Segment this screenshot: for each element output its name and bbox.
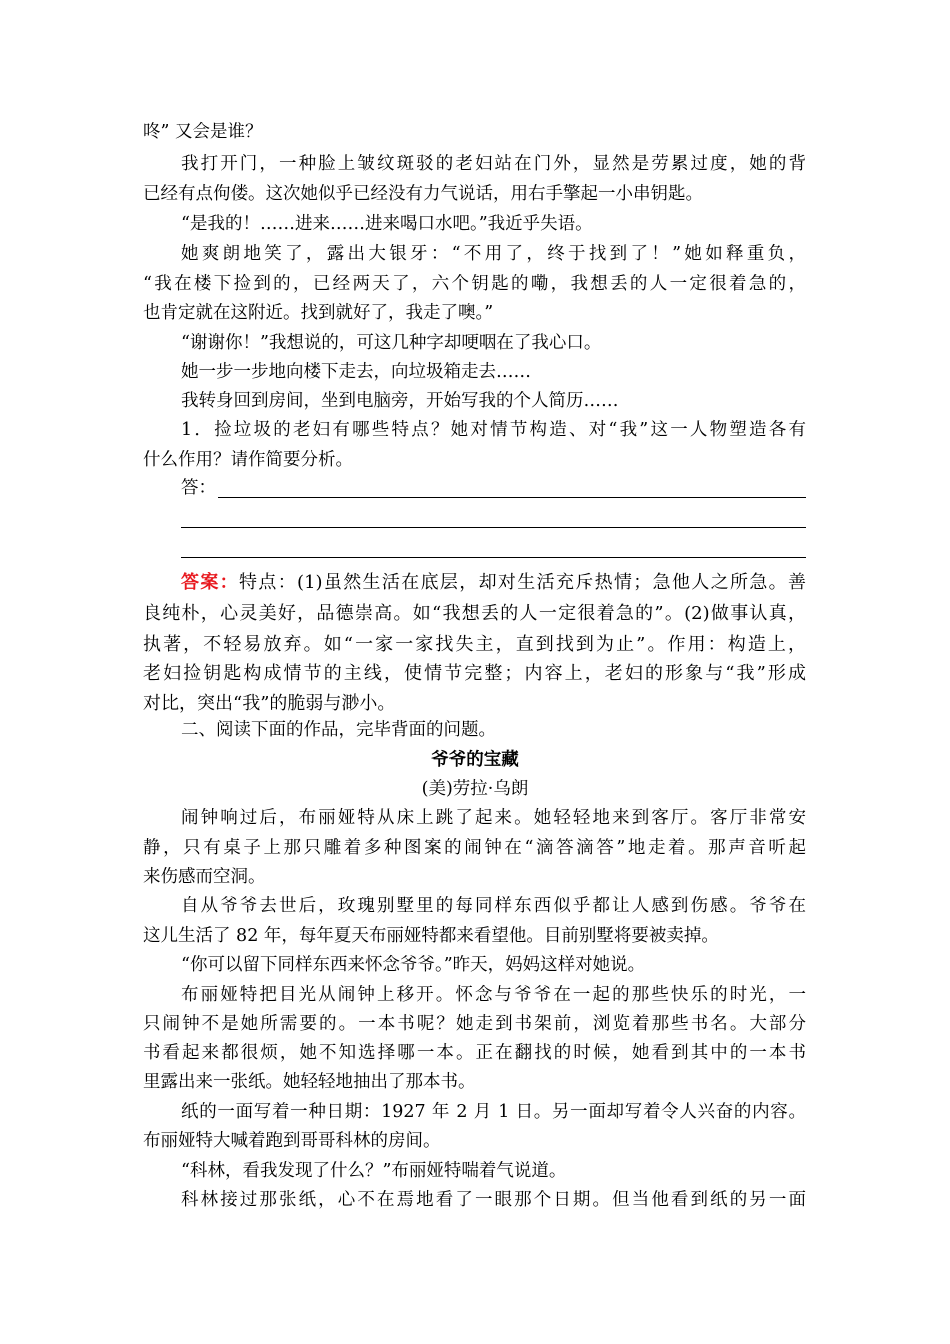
text-line: 也肯定就在这附近。找到就好了，我走了噢。”	[143, 303, 494, 323]
text-line: 书看起来都很烦，她不知选择哪一本。正在翻找的时候，她看到其中的一本书	[143, 1043, 806, 1063]
text-line: 来伤感而空洞。	[143, 867, 266, 887]
text-line: 咚” 又会是谁？	[143, 122, 263, 142]
text-line: 只闹钟不是她所需要的。一本书呢？她走到书架前，浏览着那些书名。大部分	[143, 1014, 806, 1034]
text-line: 自从爷爷去世后，玫瑰别墅里的每同样东西似乎都让人感到伤感。爷爷在	[181, 896, 806, 916]
text-line: 她一步一步地向楼下走去，向垃圾箱走去……	[181, 362, 531, 382]
question-text: 1．捡垃圾的老妇有哪些特点？她对情节构造、对“我”这一人物塑造各有	[181, 420, 806, 440]
text-line: 闹钟响过后，布丽娅特从床上跳了起来。她轻轻地来到客厅。客厅非常安	[181, 808, 806, 828]
text-line: 纸的一面写着一种日期：1927 年 2 月 1 日。另一面却写着令人兴奋的内容。	[181, 1102, 806, 1122]
answer-prefix: 答：	[181, 478, 216, 498]
answer-label: 答案：	[181, 572, 240, 593]
text-line: 里露出来一张纸。她轻轻地抽出了那本书。	[143, 1072, 476, 1092]
text-line: 科林接过那张纸，心不在焉地看了一眼那个日期。但当他看到纸的另一面	[181, 1190, 806, 1210]
answer-line: 执著，不轻易放弃。如“一家一家找失主，直到找到为止”。作用：构造上，	[143, 634, 806, 655]
text-line: “是我的！……进来……进来喝口水吧。”我近乎失语。	[181, 214, 593, 234]
text-line: 我打开门，一种脸上皱纹斑驳的老妇站在门外，显然是劳累过度，她的背	[181, 154, 806, 174]
text-line: “你可以留下同样东西来怀念爷爷。”昨天，妈妈这样对她说。	[181, 955, 646, 975]
text-line: 这儿生活了 82 年，每年夏天布丽娅特都来看望他。目前别墅将要被卖掉。	[143, 926, 719, 946]
article-title: 爷爷的宝藏	[431, 750, 519, 770]
text-line: 她爽朗地笑了，露出大银牙：“不用了，终于找到了！”她如释重负，	[181, 244, 806, 264]
answer-text: 特点：(1)虽然生活在底层，却对生活充斥热情；急他人之所急。善	[239, 572, 807, 593]
text-line: 我转身回到房间，坐到电脑旁，开始写我的个人简历……	[181, 391, 619, 411]
answer-line	[181, 574, 806, 592]
question-text: 什么作用？请作简要分析。	[143, 450, 353, 470]
text-line: 布丽娅特大喊着跑到哥哥科林的房间。	[143, 1131, 441, 1151]
answer-blank-line	[181, 557, 806, 558]
answer-blank-line	[181, 527, 806, 528]
text-line: “我在楼下捡到的，已经两天了，六个钥匙的嘞，我想丢的人一定很着急的，	[143, 274, 806, 294]
answer-blank-line	[218, 497, 806, 498]
answer-line: 对比，突出“我”的脆弱与渺小。	[143, 693, 396, 714]
answer-line: 老妇捡钥匙构成情节的主线，使情节完整；内容上，老妇的形象与“我”形成	[143, 663, 806, 684]
text-line: “科林，看我发现了什么？”布丽娅特喘着气说道。	[181, 1161, 567, 1181]
text-line: 已经有点佝偻。这次她似乎已经没有力气说话，用右手擎起一小串钥匙。	[143, 184, 703, 204]
section-heading: 二、阅读下面的作品，完毕背面的问题。	[181, 720, 496, 740]
text-line: 静，只有桌子上那只雕着多种图案的闹钟在“滴答滴答”地走着。那声音听起	[143, 838, 806, 858]
text-line: “谢谢你！”我想说的，可这几种字却哽咽在了我心口。	[181, 333, 602, 353]
article-author: (美)劳拉·乌朗	[421, 779, 529, 799]
answer-line: 良纯朴，心灵美好，品德崇高。如“我想丢的人一定很着急的”。(2)做事认真，	[143, 603, 806, 624]
text-line: 布丽娅特把目光从闹钟上移开。怀念与爷爷在一起的那些快乐的时光，一	[181, 985, 806, 1005]
